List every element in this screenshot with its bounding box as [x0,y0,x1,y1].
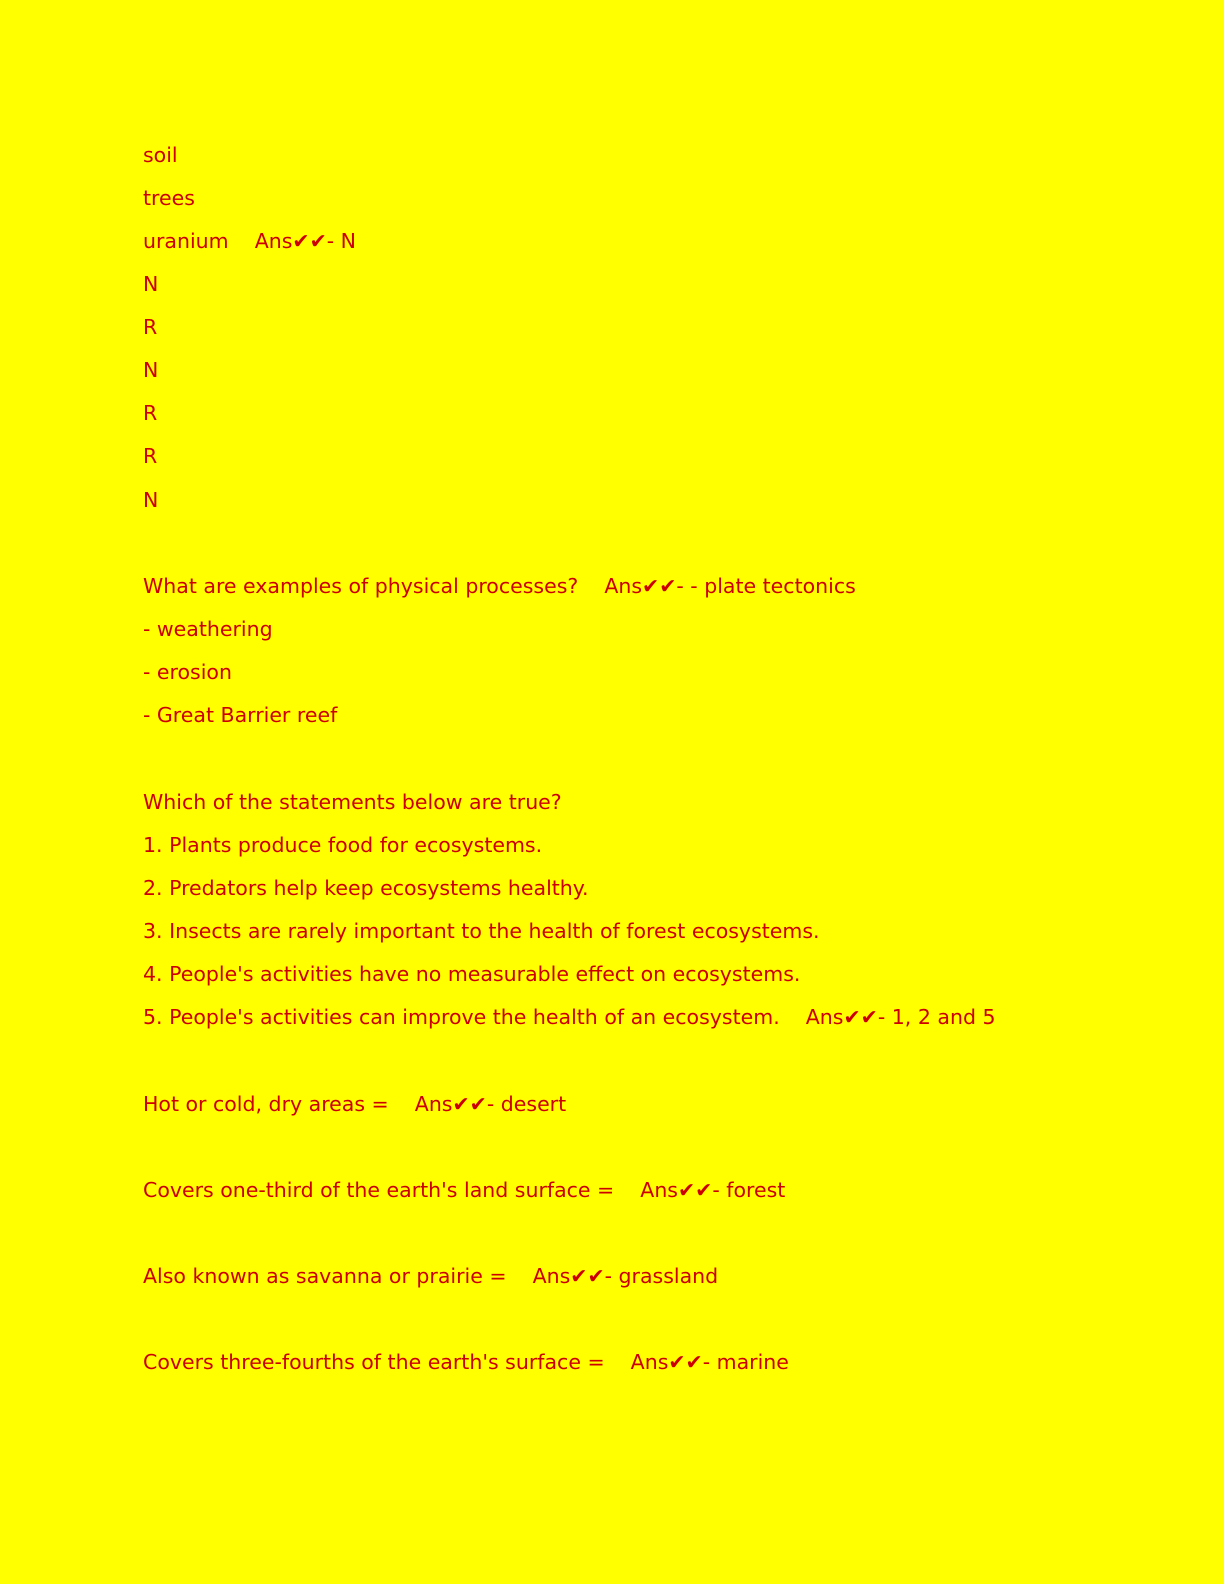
answer-item-erosion: - erosion [143,660,232,684]
text-line-r-2: R [143,401,158,425]
text-line-n-2: N [143,358,159,382]
statement-2: 2. Predators help keep ecosystems healthy. [143,876,589,900]
question-marine: Covers three-fourths of the earth's surface = Ans✔✔- marine [143,1350,789,1374]
text-line-uranium-answer: uranium Ans✔✔- N [143,229,356,253]
answer-item-weathering: - weathering [143,617,273,641]
statement-3: 3. Insects are rarely important to the health of forest ecosystems. [143,919,820,943]
text-line-trees: trees [143,186,195,210]
text-line-n-1: N [143,272,159,296]
text-line-n-3: N [143,488,159,512]
question-desert: Hot or cold, dry areas = Ans✔✔- desert [143,1092,567,1116]
statement-5-answer: 5. People's activities can improve the health of an ecosystem. Ans✔✔- 1, 2 and 5 [143,1005,996,1029]
question-true-statements: Which of the statements below are true? [143,790,562,814]
statement-1: 1. Plants produce food for ecosystems. [143,833,543,857]
text-line-r-1: R [143,315,158,339]
text-line-r-3: R [143,444,158,468]
question-forest: Covers one-third of the earth's land surface = Ans✔✔- forest [143,1178,786,1202]
question-grassland: Also known as savanna or prairie = Ans✔✔- grassland [143,1264,719,1288]
text-line-soil: soil [143,143,178,167]
question-physical-processes: What are examples of physical processes? Ans✔✔- - plate tectonics [143,574,856,598]
answer-item-great-barrier-reef: - Great Barrier reef [143,703,338,727]
statement-4: 4. People's activities have no measurable effect on ecosystems. [143,962,801,986]
